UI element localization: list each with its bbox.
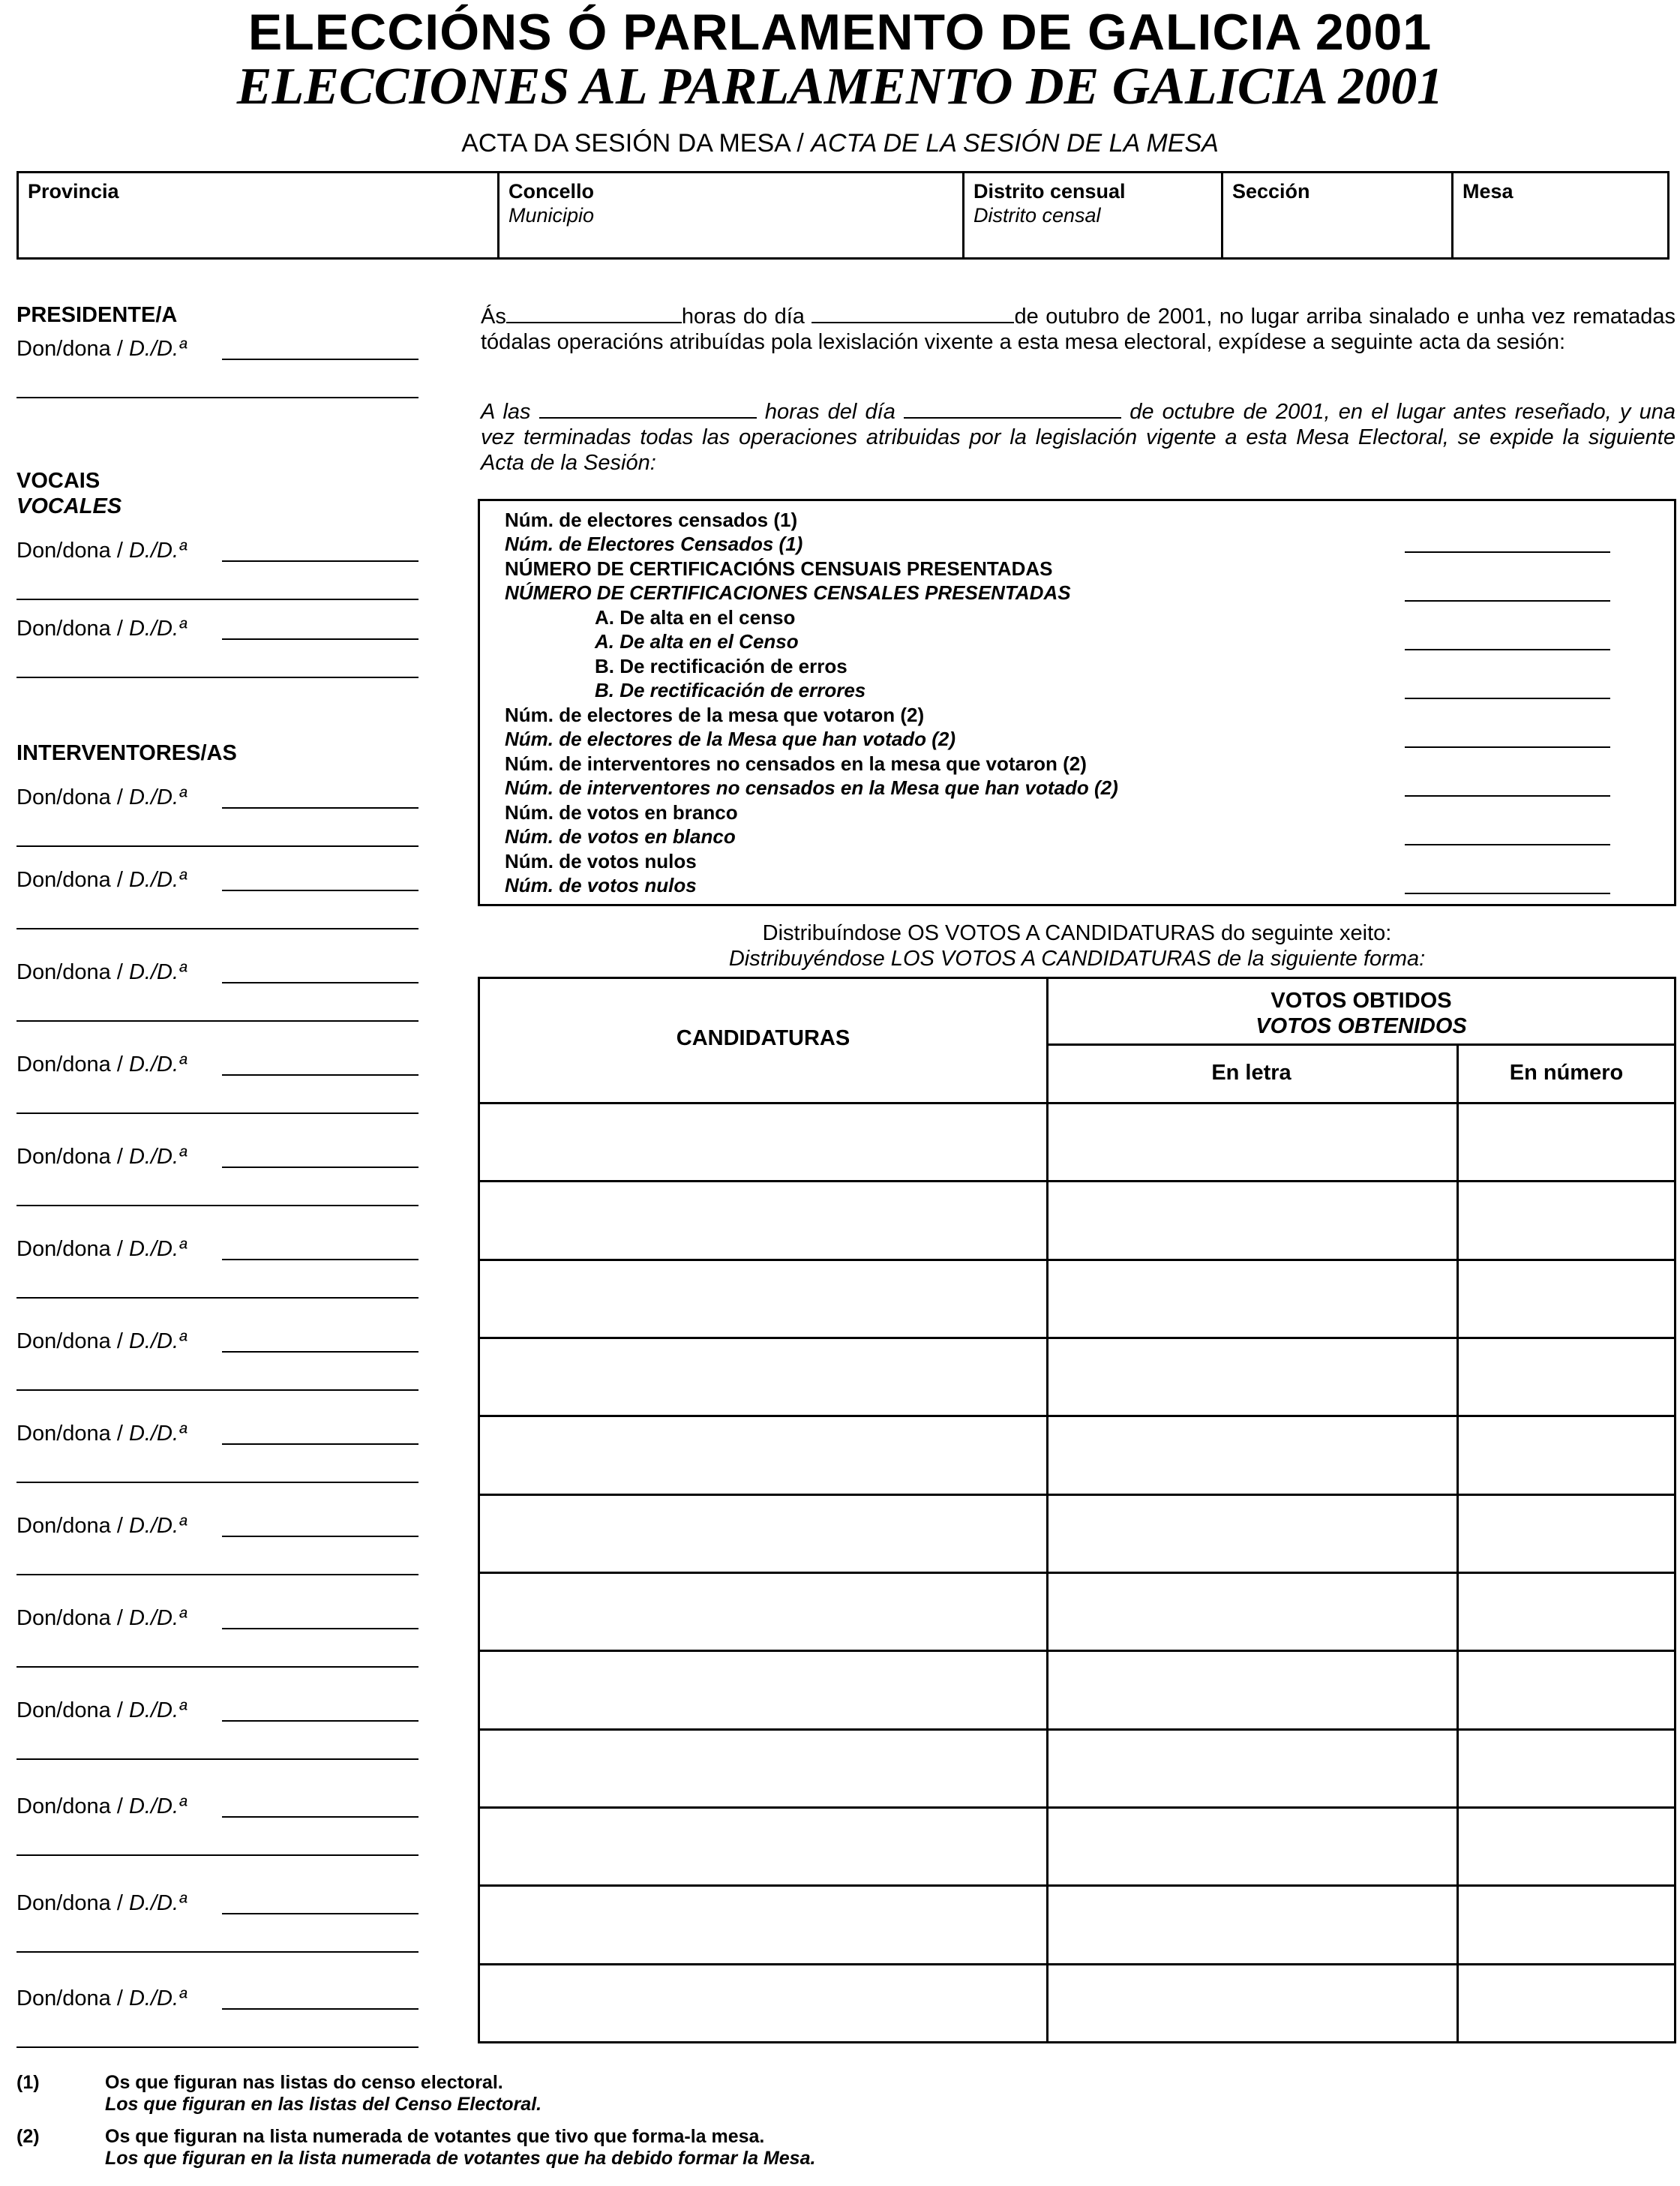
don-label-es: D./D.ª — [128, 960, 187, 984]
cell-candidatura[interactable] — [480, 1731, 1044, 1804]
signature-line[interactable] — [16, 677, 418, 678]
don-label: Don/dona / — [16, 1794, 129, 1818]
cell-candidatura[interactable] — [480, 1261, 1044, 1335]
don-label-es: D./D.ª — [128, 617, 187, 641]
cell-candidatura[interactable] — [480, 1965, 1044, 2039]
th-candidaturas: CANDIDATURAS — [676, 1026, 850, 1050]
signature-name-line[interactable] — [222, 359, 418, 360]
don-label: Don/dona / — [16, 1698, 129, 1722]
footnote-1-mark: (1) — [16, 2072, 40, 2093]
cell-candidatura[interactable] — [480, 1496, 1044, 1569]
signature-line[interactable] — [16, 599, 418, 600]
interventores-label: INTERVENTORES/AS — [16, 741, 237, 765]
stat-label-es: A. De alta en el Censo — [595, 630, 799, 653]
don-label: Don/dona / — [16, 960, 129, 984]
signature-name-17 — [16, 1986, 187, 2011]
don-label-es: D./D.ª — [128, 868, 187, 892]
signature-name-line[interactable] — [222, 638, 418, 640]
signature-line[interactable] — [16, 928, 418, 929]
cell-en-letra[interactable] — [1048, 1339, 1454, 1413]
cell-en-numero[interactable] — [1459, 1496, 1676, 1569]
vocais-label: VOCAIS — [16, 469, 100, 493]
don-label: Don/dona / — [16, 1422, 129, 1446]
cell-en-numero[interactable] — [1459, 1417, 1676, 1491]
cell-en-letra[interactable] — [1048, 1574, 1454, 1647]
table-header-split — [1046, 1043, 1676, 1046]
signature-line[interactable] — [16, 1020, 418, 1022]
signature-name-14 — [16, 1698, 187, 1723]
field-concello[interactable] — [500, 173, 964, 257]
footnote-2-gl: Os que figuran na lista numerada de votantes que tivo que forma-la mesa. — [105, 2126, 765, 2147]
cell-en-letra[interactable] — [1048, 1887, 1454, 1960]
field-distrito-label: Distrito censual — [974, 180, 1126, 203]
signature-line[interactable] — [16, 1482, 418, 1483]
signature-name-line[interactable] — [222, 807, 418, 809]
hour-blank-gl[interactable] — [506, 304, 682, 323]
don-label: Don/dona / — [16, 1329, 129, 1353]
cell-en-letra[interactable] — [1048, 1261, 1454, 1335]
signature-name-1 — [16, 337, 187, 362]
don-label: Don/dona / — [16, 1145, 129, 1169]
footnote-1-es: Los que figuran en las listas del Censo Electoral. — [105, 2094, 542, 2115]
cell-en-numero[interactable] — [1459, 1731, 1676, 1804]
th-votos-es: VOTOS OBTENIDOS — [1256, 1014, 1467, 1038]
candidaturas-table — [478, 977, 1676, 2043]
signature-line[interactable] — [16, 1758, 418, 1760]
don-label-es: D./D.ª — [128, 1794, 187, 1818]
day-blank-es[interactable] — [904, 399, 1121, 419]
intro-gl-3: de outubro de 2001, no lugar arriba sinalado e unha vez rematadas tódalas operacións atribuídas pola lexislación vixente a esta mesa electoral, expídese a seguinte acta da sesión: — [481, 305, 1676, 354]
don-label-es: D./D.ª — [128, 1052, 187, 1076]
signature-name-line[interactable] — [222, 2008, 418, 2010]
title-galician: ELECCIÓNS Ó PARLAMENTO DE GALICIA 2001 — [248, 4, 1432, 61]
don-label-es: D./D.ª — [128, 1329, 187, 1353]
vocales-label: VOCALES — [16, 494, 122, 518]
signature-name-12 — [16, 1514, 187, 1539]
th-en-numero: En número — [1509, 1061, 1624, 1085]
signature-name-line[interactable] — [222, 1351, 418, 1353]
subtitle-gl: ACTA DA SESIÓN DA MESA / — [461, 129, 812, 158]
day-blank-gl[interactable] — [812, 304, 1014, 323]
don-label: Don/dona / — [16, 539, 129, 563]
stat-label-es: B. De rectificación de errores — [595, 679, 866, 701]
intro-gl-1: Ás — [481, 305, 506, 329]
don-label-es: D./D.ª — [128, 1514, 187, 1538]
th-en-letra: En letra — [1211, 1061, 1292, 1085]
stat-label-es: Núm. de Electores Censados (1) — [505, 533, 803, 555]
signature-name-7 — [16, 1052, 187, 1077]
cell-en-numero[interactable] — [1459, 1261, 1676, 1335]
header-fields-box — [16, 171, 1670, 260]
signature-name-line[interactable] — [222, 1167, 418, 1168]
don-label: Don/dona / — [16, 785, 129, 809]
don-label-es: D./D.ª — [128, 1237, 187, 1261]
signature-line[interactable] — [16, 1113, 418, 1114]
signature-name-3 — [16, 617, 187, 641]
cell-candidatura[interactable] — [480, 1339, 1044, 1413]
footnote-2-mark: (2) — [16, 2126, 40, 2147]
don-label-es: D./D.ª — [128, 337, 187, 361]
intro-es-3: de octubre de 2001, en el lugar antes reseñado, y una vez terminadas todas las operaciones atribuidas por la legislación vigente a esta Mesa Electoral, se expide la siguiente Acta de la Sesión: — [481, 400, 1676, 475]
cell-en-numero[interactable] — [1459, 1887, 1676, 1960]
stat-label-gl: A. De alta en el censo — [595, 606, 796, 629]
cell-candidatura[interactable] — [480, 1574, 1044, 1647]
stat-value-line[interactable] — [1405, 600, 1610, 602]
field-provincia[interactable] — [19, 173, 500, 257]
stat-value-line[interactable] — [1405, 795, 1610, 797]
don-label-es: D./D.ª — [128, 1891, 187, 1915]
stat-label-gl: Núm. de interventores no censados en la mesa que votaron (2) — [505, 752, 1087, 775]
title-spanish: ELECCIONES AL PARLAMENTO DE GALICIA 2001 — [236, 58, 1444, 116]
signature-line[interactable] — [16, 845, 418, 847]
intro-es-1: A las — [481, 400, 531, 424]
cell-en-letra[interactable] — [1048, 1104, 1454, 1178]
stat-label-es: Núm. de votos nulos — [505, 874, 697, 896]
don-label: Don/dona / — [16, 337, 129, 361]
cell-candidatura[interactable] — [480, 1652, 1044, 1725]
signature-line[interactable] — [16, 2046, 418, 2048]
stat-label-es: Núm. de electores de la Mesa que han votado (2) — [505, 728, 956, 750]
intro-spanish — [481, 399, 1676, 476]
stat-value-line[interactable] — [1405, 551, 1610, 553]
cell-en-numero[interactable] — [1459, 1574, 1676, 1647]
signature-name-line[interactable] — [222, 982, 418, 983]
stat-label-gl: Núm. de electores de la mesa que votaron (2) — [505, 704, 925, 726]
signature-name-2 — [16, 539, 187, 563]
signature-name-11 — [16, 1422, 187, 1446]
signature-name-line[interactable] — [222, 1259, 418, 1260]
signature-line[interactable] — [16, 1389, 418, 1391]
subtitle-es: ACTA DE LA SESIÓN DE LA MESA — [811, 129, 1219, 158]
stat-label-gl: B. De rectificación de erros — [595, 655, 848, 677]
don-label-es: D./D.ª — [128, 1422, 187, 1446]
stat-label-es: Núm. de interventores no censados en la Mesa que han votado (2) — [505, 776, 1118, 799]
cell-en-numero[interactable] — [1459, 1339, 1676, 1413]
stat-value-line[interactable] — [1405, 698, 1610, 699]
stat-label-es: Núm. de votos en blanco — [505, 825, 736, 848]
stat-value-line[interactable] — [1405, 746, 1610, 748]
hour-blank-es[interactable] — [539, 399, 757, 419]
field-mesa[interactable] — [1454, 173, 1672, 257]
don-label-es: D./D.ª — [128, 1698, 187, 1722]
don-label-es: D./D.ª — [128, 539, 187, 563]
intro-gl-2: horas do día — [681, 305, 805, 329]
don-label-es: D./D.ª — [128, 1606, 187, 1630]
cell-candidatura[interactable] — [480, 1887, 1044, 1960]
cell-en-letra[interactable] — [1048, 1417, 1454, 1491]
intro-es-2: horas del día — [764, 400, 896, 424]
signature-name-line[interactable] — [222, 1816, 418, 1818]
cell-en-letra[interactable] — [1048, 1809, 1454, 1882]
footnote-2-es: Los que figuran en la lista numerada de votantes que ha debido formar la Mesa. — [105, 2148, 816, 2169]
stat-label-gl: Núm. de votos en branco — [505, 801, 738, 824]
stat-value-line[interactable] — [1405, 649, 1610, 650]
distribution-gl: Distribuíndose OS VOTOS A CANDIDATURAS do seguinte xeito: — [762, 921, 1392, 945]
stat-label-gl: NÚMERO DE CERTIFICACIÓNS CENSUAIS PRESENTADAS — [505, 557, 1053, 580]
cell-en-numero[interactable] — [1459, 1965, 1676, 2039]
stat-value-line[interactable] — [1405, 893, 1610, 894]
field-concello-label: Concello — [508, 180, 595, 203]
stat-label-gl: Núm. de electores censados (1) — [505, 509, 798, 531]
signature-name-16 — [16, 1891, 187, 1916]
footnote-1 — [105, 2072, 542, 2115]
footnote-2 — [105, 2126, 815, 2169]
don-label-es: D./D.ª — [128, 1986, 187, 2010]
don-label: Don/dona / — [16, 617, 129, 641]
signature-name-line[interactable] — [222, 560, 418, 562]
cell-candidatura[interactable] — [480, 1809, 1044, 1882]
cell-en-letra[interactable] — [1048, 1731, 1454, 1804]
signature-name-5 — [16, 868, 187, 893]
signature-name-10 — [16, 1329, 187, 1354]
cell-en-letra[interactable] — [1048, 1965, 1454, 2039]
signature-name-line[interactable] — [222, 890, 418, 891]
cell-candidatura[interactable] — [480, 1182, 1044, 1256]
don-label: Don/dona / — [16, 1986, 129, 2010]
signature-name-13 — [16, 1606, 187, 1631]
don-label-es: D./D.ª — [128, 1145, 187, 1169]
signature-name-6 — [16, 960, 187, 985]
subtitle — [0, 129, 1680, 158]
signature-line[interactable] — [16, 1854, 418, 1856]
footnote-1-gl: Os que figuran nas listas do censo electoral. — [105, 2072, 503, 2093]
signature-line[interactable] — [16, 1951, 418, 1953]
signature-name-15 — [16, 1794, 187, 1819]
signature-name-line[interactable] — [222, 1720, 418, 1722]
signature-name-line[interactable] — [222, 1074, 418, 1076]
signature-name-line[interactable] — [222, 1536, 418, 1537]
cell-candidatura[interactable] — [480, 1104, 1044, 1178]
signature-line[interactable] — [16, 397, 418, 398]
signature-line[interactable] — [16, 1666, 418, 1668]
field-seccion[interactable] — [1223, 173, 1454, 257]
don-label: Don/dona / — [16, 1891, 129, 1915]
field-mesa-label: Mesa — [1462, 180, 1514, 203]
signature-line[interactable] — [16, 1297, 418, 1299]
cell-en-numero[interactable] — [1459, 1809, 1676, 1882]
signature-name-line[interactable] — [222, 1913, 418, 1914]
signature-name-8 — [16, 1145, 187, 1170]
field-municipio-label: Municipio — [508, 204, 595, 227]
cell-candidatura[interactable] — [480, 1417, 1044, 1491]
don-label: Don/dona / — [16, 868, 129, 892]
don-label: Don/dona / — [16, 1237, 129, 1261]
stat-value-line[interactable] — [1405, 844, 1610, 845]
don-label: Don/dona / — [16, 1514, 129, 1538]
th-votos-gl: VOTOS OBTIDOS — [1270, 989, 1452, 1013]
cell-en-letra[interactable] — [1048, 1652, 1454, 1725]
cell-en-numero[interactable] — [1459, 1182, 1676, 1256]
stat-label-gl: Núm. de votos nulos — [505, 850, 697, 872]
signature-name-9 — [16, 1237, 187, 1262]
field-seccion-label: Sección — [1232, 180, 1310, 203]
don-label: Don/dona / — [16, 1052, 129, 1076]
don-label: Don/dona / — [16, 1606, 129, 1630]
cell-en-letra[interactable] — [1048, 1182, 1454, 1256]
signature-line[interactable] — [16, 1205, 418, 1206]
stat-label-es: NÚMERO DE CERTIFICACIONES CENSALES PRESENTADAS — [505, 581, 1071, 604]
signature-name-line[interactable] — [222, 1443, 418, 1445]
th-votos — [1046, 988, 1676, 1039]
cell-en-letra[interactable] — [1048, 1496, 1454, 1569]
don-label-es: D./D.ª — [128, 785, 187, 809]
cell-en-numero[interactable] — [1459, 1104, 1676, 1178]
intro-galician — [481, 304, 1676, 355]
field-distrito[interactable] — [964, 173, 1223, 257]
cell-en-numero[interactable] — [1459, 1652, 1676, 1725]
field-provincia-label: Provincia — [28, 180, 119, 203]
signature-line[interactable] — [16, 1574, 418, 1575]
distribution-es: Distribuyéndose LOS VOTOS A CANDIDATURAS de la siguiente forma: — [728, 947, 1426, 971]
presidente-label: PRESIDENTE/A — [16, 303, 178, 327]
signature-name-line[interactable] — [222, 1628, 418, 1629]
field-distrito-label-es: Distrito censal — [974, 204, 1101, 227]
signature-name-4 — [16, 785, 187, 810]
